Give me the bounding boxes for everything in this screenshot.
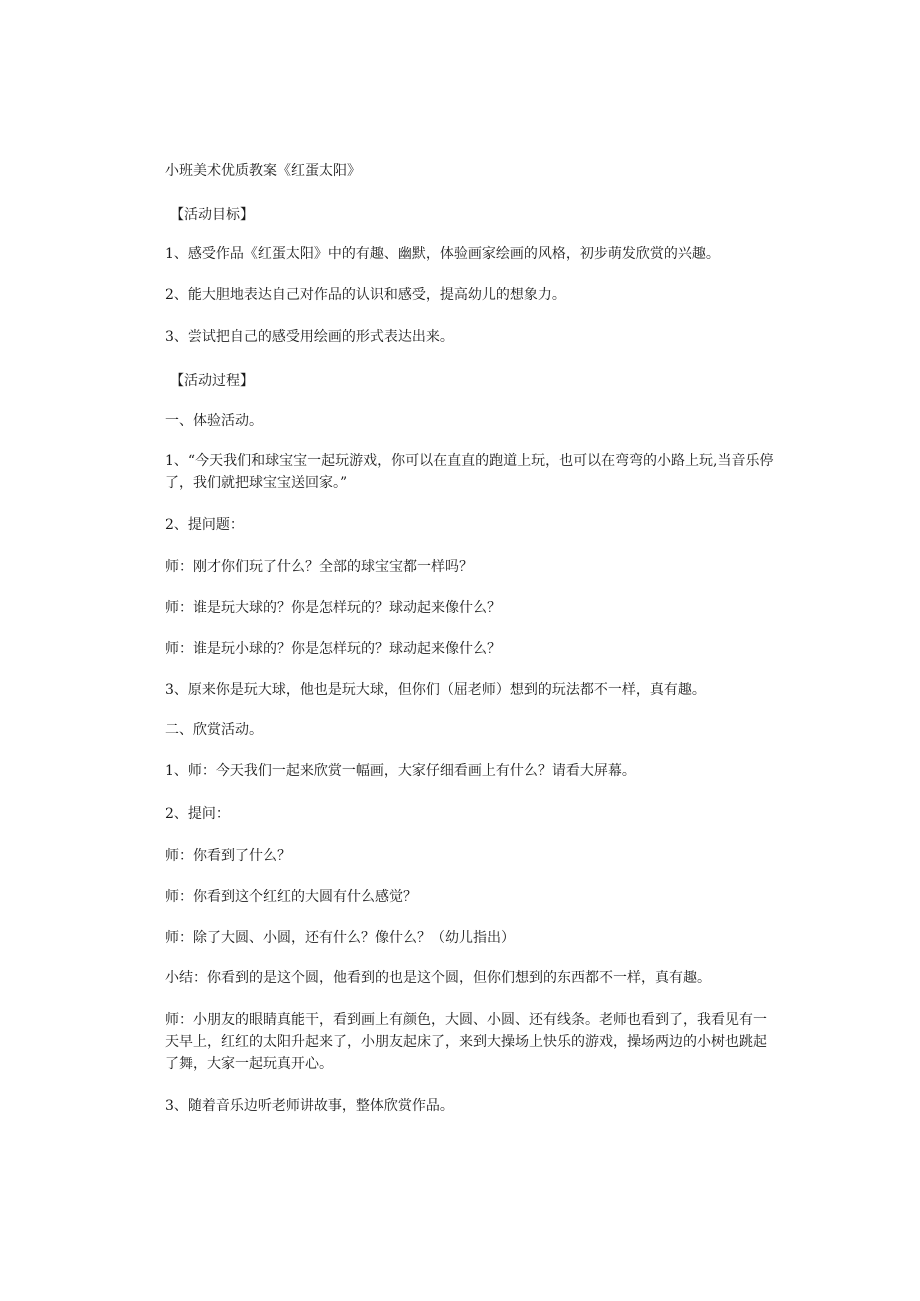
dialogue-line: 师：你看到这个红红的大圆有什么感觉？: [165, 889, 417, 905]
paragraph: 1、感受作品《红蛋太阳》中的有趣、幽默，体验画家绘画的风格，初步萌发欣赏的兴趣。: [165, 246, 720, 262]
paragraph: 3、原来你是玩大球，他也是玩大球，但你们（屈老师）想到的玩法都不一样，真有趣。: [165, 682, 706, 698]
document-title: 小班美术优质教案《红蛋太阳》: [165, 163, 361, 179]
section-heading-goals: 【活动目标】: [170, 207, 254, 223]
paragraph: 2、提问：: [165, 806, 230, 822]
paragraph: 2、能大胆地表达自己对作品的认识和感受，提高幼儿的想象力。: [165, 287, 566, 303]
dialogue-line: 师：除了大圆、小圆，还有什么？像什么？（幼儿指出）: [165, 930, 515, 946]
subsection-heading: 二、欣赏活动。: [165, 722, 263, 738]
dialogue-line: 师：刚才你们玩了什么？全部的球宝宝都一样吗？: [165, 559, 473, 575]
subsection-heading: 一、体验活动。: [165, 413, 263, 429]
dialogue-line: 师：谁是玩小球的？你是怎样玩的？球动起来像什么？: [165, 641, 501, 657]
dialogue-line: 师：你看到了什么？: [165, 848, 291, 864]
paragraph: 3、尝试把自己的感受用绘画的形式表达出来。: [165, 329, 454, 345]
paragraph: 师：小朋友的眼睛真能干，看到画上有颜色，大圆、小圆、还有线条。老师也看到了，我看见有一天早上，红红的太阳升起来了，小朋友起床了，来到大操场上快乐的游戏，操场两边的小树也跳起了舞，大家一起玩真开心。: [165, 1012, 767, 1072]
dialogue-line: 师：谁是玩大球的？你是怎样玩的？球动起来像什么？: [165, 600, 501, 616]
paragraph: 2、提问题：: [165, 517, 244, 533]
paragraph: 1、“今天我们和球宝宝一起玩游戏，你可以在直直的跑道上玩，也可以在弯弯的小路上玩,当音乐停了，我们就把球宝宝送回家。”: [165, 453, 774, 491]
summary-line: 小结：你看到的是这个圆，他看到的也是这个圆，但你们想到的东西都不一样，真有趣。: [165, 970, 711, 986]
paragraph: 1、师：今天我们一起来欣赏一幅画，大家仔细看画上有什么？请看大屏幕。: [165, 763, 636, 779]
paragraph: 3、随着音乐边听老师讲故事，整体欣赏作品。: [165, 1098, 454, 1114]
section-heading-process: 【活动过程】: [170, 373, 254, 389]
